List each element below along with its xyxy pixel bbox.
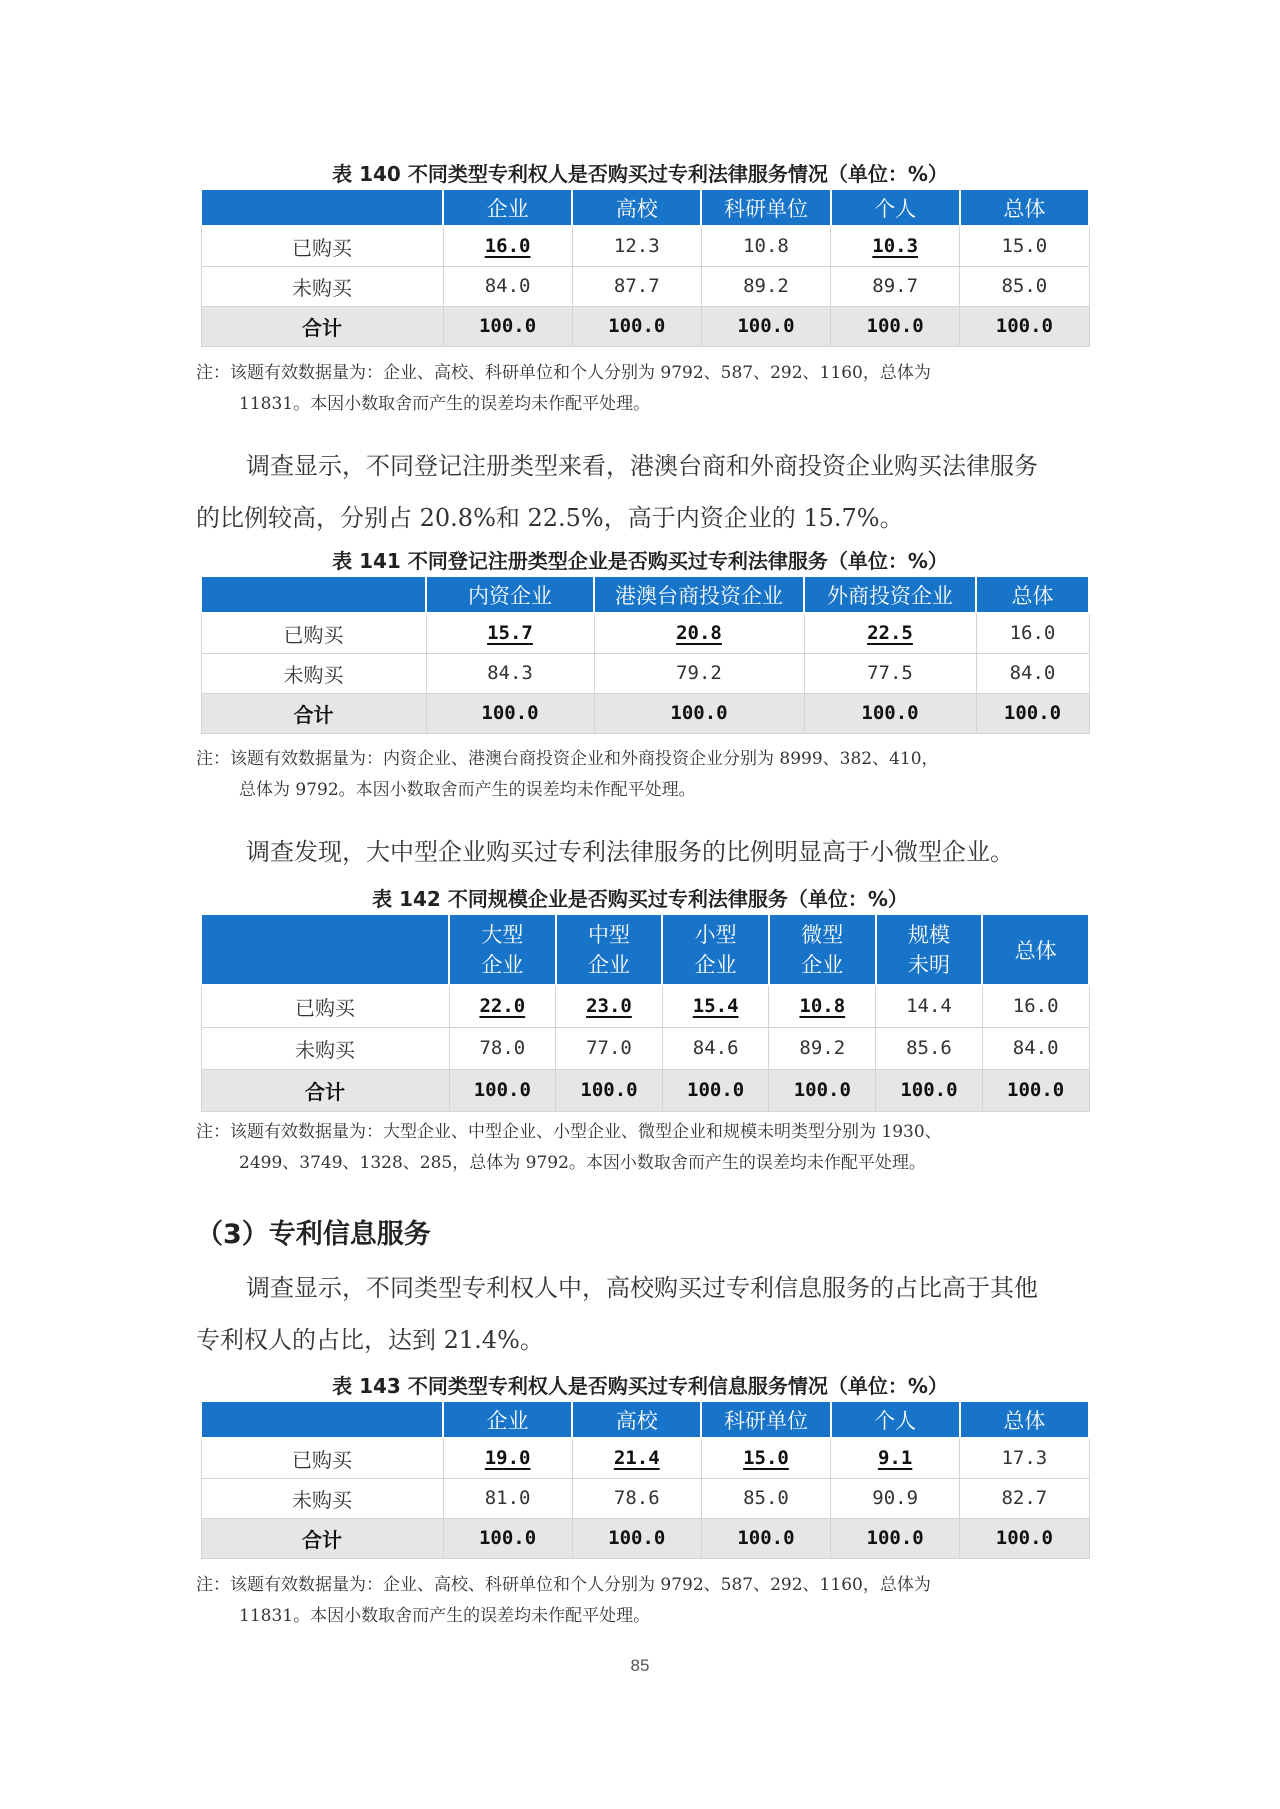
col-header: 个人 — [831, 1402, 960, 1438]
cell — [443, 1438, 572, 1478]
row-label: 已购买 — [201, 226, 443, 266]
col-header — [769, 915, 876, 985]
cell: 100.0 — [831, 306, 960, 346]
col-header — [662, 915, 769, 985]
cell-value-underlined: 10.3 — [872, 235, 919, 258]
cell-value-underlined: 22.5 — [867, 622, 913, 645]
cell-value-underlined: 22.0 — [479, 995, 526, 1018]
paragraph-line: 调查发现，大中型企业购买过专利法律服务的比例明显高于小微型企业。 — [246, 838, 1014, 866]
body-paragraph — [196, 440, 1096, 544]
row-label: 已购买 — [201, 613, 426, 653]
cell — [831, 1438, 960, 1478]
col-header: 企业 — [443, 190, 572, 226]
col-header: 港澳台商投资企业 — [594, 577, 804, 613]
col-header — [876, 915, 983, 985]
total-row — [201, 1069, 1089, 1111]
cell-value-underlined: 16.0 — [484, 235, 531, 258]
total-row — [201, 693, 1089, 733]
cell: 89.7 — [831, 266, 960, 306]
cell — [556, 985, 663, 1027]
cell-value-underlined: 20.8 — [676, 622, 722, 645]
col-header — [556, 915, 663, 985]
cell: 100.0 — [960, 1518, 1089, 1558]
cell: 100.0 — [804, 693, 976, 733]
table-header-row — [201, 915, 1089, 985]
col-header-line: 企业 — [587, 952, 630, 977]
row-label: 合计 — [201, 1069, 449, 1111]
cell — [769, 985, 876, 1027]
total-row — [201, 306, 1089, 346]
table-header-row — [201, 577, 1089, 613]
cell: 87.7 — [572, 266, 701, 306]
body-paragraph — [196, 826, 1096, 878]
cell — [662, 985, 769, 1027]
col-header: 科研单位 — [701, 190, 830, 226]
paragraph-line: 调查显示，不同类型专利权人中，高校购买过专利信息服务的占比高于其他 — [246, 1274, 1038, 1302]
cell: 100.0 — [449, 1069, 556, 1111]
cell: 16.0 — [982, 985, 1089, 1027]
cell: 100.0 — [960, 306, 1089, 346]
table-row — [201, 226, 1089, 266]
table-row — [201, 613, 1089, 653]
cell-value-underlined: 9.1 — [877, 1447, 913, 1470]
note-line: 注：该题有效数据量为：大型企业、中型企业、小型企业、微型企业和规模未明类型分别为 1930、 — [196, 1122, 942, 1142]
total-row — [201, 1518, 1089, 1558]
col-header-line: 微型 — [801, 922, 844, 947]
cell-value-underlined: 15.7 — [487, 622, 533, 645]
cell: 100.0 — [876, 1069, 983, 1111]
paragraph-line: 专利权人的占比，达到 21.4%。 — [196, 1326, 544, 1354]
cell: 85.0 — [960, 266, 1089, 306]
table-141-caption: 表 141 不同登记注册类型企业是否购买过专利法律服务（单位：%） — [332, 549, 948, 573]
col-header: 总体 — [960, 1402, 1089, 1438]
cell: 12.3 — [572, 226, 701, 266]
row-label: 未购买 — [201, 266, 443, 306]
paragraph-line: 调查显示，不同登记注册类型来看，港澳台商和外商投资企业购买法律服务 — [246, 452, 1038, 480]
cell: 100.0 — [982, 1069, 1089, 1111]
note-line: 11831。本因小数取舍而产生的误差均未作配平处理。 — [239, 394, 651, 414]
table-140-caption: 表 140 不同类型专利权人是否购买过专利法律服务情况（单位：%） — [332, 162, 948, 186]
row-label: 合计 — [201, 306, 443, 346]
cell: 85.0 — [701, 1478, 830, 1518]
cell: 15.0 — [960, 226, 1089, 266]
table-140-note — [196, 358, 1096, 420]
table-141-note — [196, 744, 1096, 806]
cell: 84.0 — [982, 1027, 1089, 1069]
table-row — [201, 1478, 1089, 1518]
cell-value-underlined: 10.8 — [799, 995, 846, 1018]
header-corner — [201, 915, 449, 985]
section-heading: （3）专利信息服务 — [196, 1219, 431, 1250]
cell: 100.0 — [572, 1518, 701, 1558]
cell: 78.6 — [572, 1478, 701, 1518]
cell: 84.3 — [426, 653, 594, 693]
cell: 17.3 — [960, 1438, 1089, 1478]
col-header: 总体 — [960, 190, 1089, 226]
header-corner — [201, 577, 426, 613]
cell-value-underlined: 23.0 — [586, 995, 632, 1018]
note-line: 注：该题有效数据量为：内资企业、港澳台商投资企业和外商投资企业分别为 8999、382、410， — [196, 749, 939, 769]
cell: 100.0 — [426, 693, 594, 733]
cell: 100.0 — [443, 306, 572, 346]
cell: 100.0 — [572, 306, 701, 346]
note-line: 2499、3749、1328、285，总体为 9792。本因小数取舍而产生的误差均未作配平处理。 — [239, 1153, 926, 1173]
col-header: 科研单位 — [701, 1402, 830, 1438]
col-header-line: 企业 — [801, 952, 844, 977]
row-label: 已购买 — [201, 985, 449, 1027]
note-line: 注：该题有效数据量为：企业、高校、科研单位和个人分别为 9792、587、292、1160，总体为 — [196, 363, 931, 383]
cell: 81.0 — [443, 1478, 572, 1518]
cell: 100.0 — [662, 1069, 769, 1111]
col-header-line: 总体 — [1014, 938, 1057, 963]
note-line: 注：该题有效数据量为：企业、高校、科研单位和个人分别为 9792、587、292、1160，总体为 — [196, 1575, 931, 1595]
col-header — [449, 915, 556, 985]
row-label: 合计 — [201, 1518, 443, 1558]
cell — [831, 226, 960, 266]
col-header-line: 企业 — [481, 952, 524, 977]
cell: 14.4 — [876, 985, 983, 1027]
col-header: 外商投资企业 — [804, 577, 976, 613]
table-142-caption: 表 142 不同规模企业是否购买过专利法律服务（单位：%） — [372, 887, 908, 911]
col-header — [982, 915, 1089, 985]
table-header-row — [201, 190, 1089, 226]
cell: 100.0 — [556, 1069, 663, 1111]
header-corner — [201, 1402, 443, 1438]
cell: 100.0 — [769, 1069, 876, 1111]
cell: 100.0 — [701, 1518, 830, 1558]
col-header: 企业 — [443, 1402, 572, 1438]
table-140 — [200, 190, 1090, 347]
cell: 89.2 — [701, 266, 830, 306]
col-header: 总体 — [976, 577, 1089, 613]
cell: 84.0 — [976, 653, 1089, 693]
table-row — [201, 1438, 1089, 1478]
col-header-line: 规模 — [907, 922, 950, 947]
cell-value-underlined: 15.0 — [743, 1447, 789, 1470]
row-label: 未购买 — [201, 653, 426, 693]
cell: 100.0 — [831, 1518, 960, 1558]
header-corner — [201, 190, 443, 226]
cell-value-underlined: 19.0 — [484, 1447, 531, 1470]
cell — [594, 613, 804, 653]
body-paragraph — [196, 1262, 1096, 1366]
cell: 84.6 — [662, 1027, 769, 1069]
cell: 85.6 — [876, 1027, 983, 1069]
table-141 — [200, 577, 1090, 734]
col-header-line: 中型 — [587, 922, 630, 947]
cell — [449, 985, 556, 1027]
col-header: 个人 — [831, 190, 960, 226]
cell — [426, 613, 594, 653]
note-line: 总体为 9792。本因小数取舍而产生的误差均未作配平处理。 — [239, 780, 696, 800]
col-header-line: 企业 — [694, 952, 737, 977]
cell: 100.0 — [976, 693, 1089, 733]
table-143-note — [196, 1570, 1096, 1632]
col-header-line: 未明 — [907, 952, 950, 977]
table-143 — [200, 1402, 1090, 1559]
cell: 84.0 — [443, 266, 572, 306]
cell-value-underlined: 15.4 — [692, 995, 739, 1018]
page-number: 85 — [630, 1656, 650, 1675]
table-row — [201, 266, 1089, 306]
row-label: 已购买 — [201, 1438, 443, 1478]
table-header-row — [201, 1402, 1089, 1438]
paragraph-line: 的比例较高，分别占 20.8%和 22.5%，高于内资企业的 15.7%。 — [196, 504, 904, 532]
cell — [572, 1438, 701, 1478]
table-row — [201, 653, 1089, 693]
cell: 100.0 — [443, 1518, 572, 1558]
row-label: 合计 — [201, 693, 426, 733]
col-header-line: 大型 — [481, 922, 524, 947]
cell: 77.5 — [804, 653, 976, 693]
cell: 16.0 — [976, 613, 1089, 653]
col-header: 高校 — [572, 190, 701, 226]
col-header: 高校 — [572, 1402, 701, 1438]
cell — [701, 1438, 830, 1478]
cell: 90.9 — [831, 1478, 960, 1518]
cell: 100.0 — [594, 693, 804, 733]
table-142-note — [196, 1117, 1096, 1179]
cell: 77.0 — [556, 1027, 663, 1069]
cell — [804, 613, 976, 653]
row-label: 未购买 — [201, 1027, 449, 1069]
cell: 79.2 — [594, 653, 804, 693]
row-label: 未购买 — [201, 1478, 443, 1518]
table-142 — [200, 915, 1090, 1112]
cell: 89.2 — [769, 1027, 876, 1069]
cell: 100.0 — [701, 306, 830, 346]
cell — [443, 226, 572, 266]
cell: 82.7 — [960, 1478, 1089, 1518]
table-143-caption: 表 143 不同类型专利权人是否购买过专利信息服务情况（单位：%） — [332, 1374, 948, 1398]
col-header: 内资企业 — [426, 577, 594, 613]
table-row — [201, 985, 1089, 1027]
cell: 78.0 — [449, 1027, 556, 1069]
col-header-line: 小型 — [694, 922, 737, 947]
table-row — [201, 1027, 1089, 1069]
cell: 10.8 — [701, 226, 830, 266]
note-line: 11831。本因小数取舍而产生的误差均未作配平处理。 — [239, 1606, 651, 1626]
cell-value-underlined: 21.4 — [613, 1447, 660, 1470]
